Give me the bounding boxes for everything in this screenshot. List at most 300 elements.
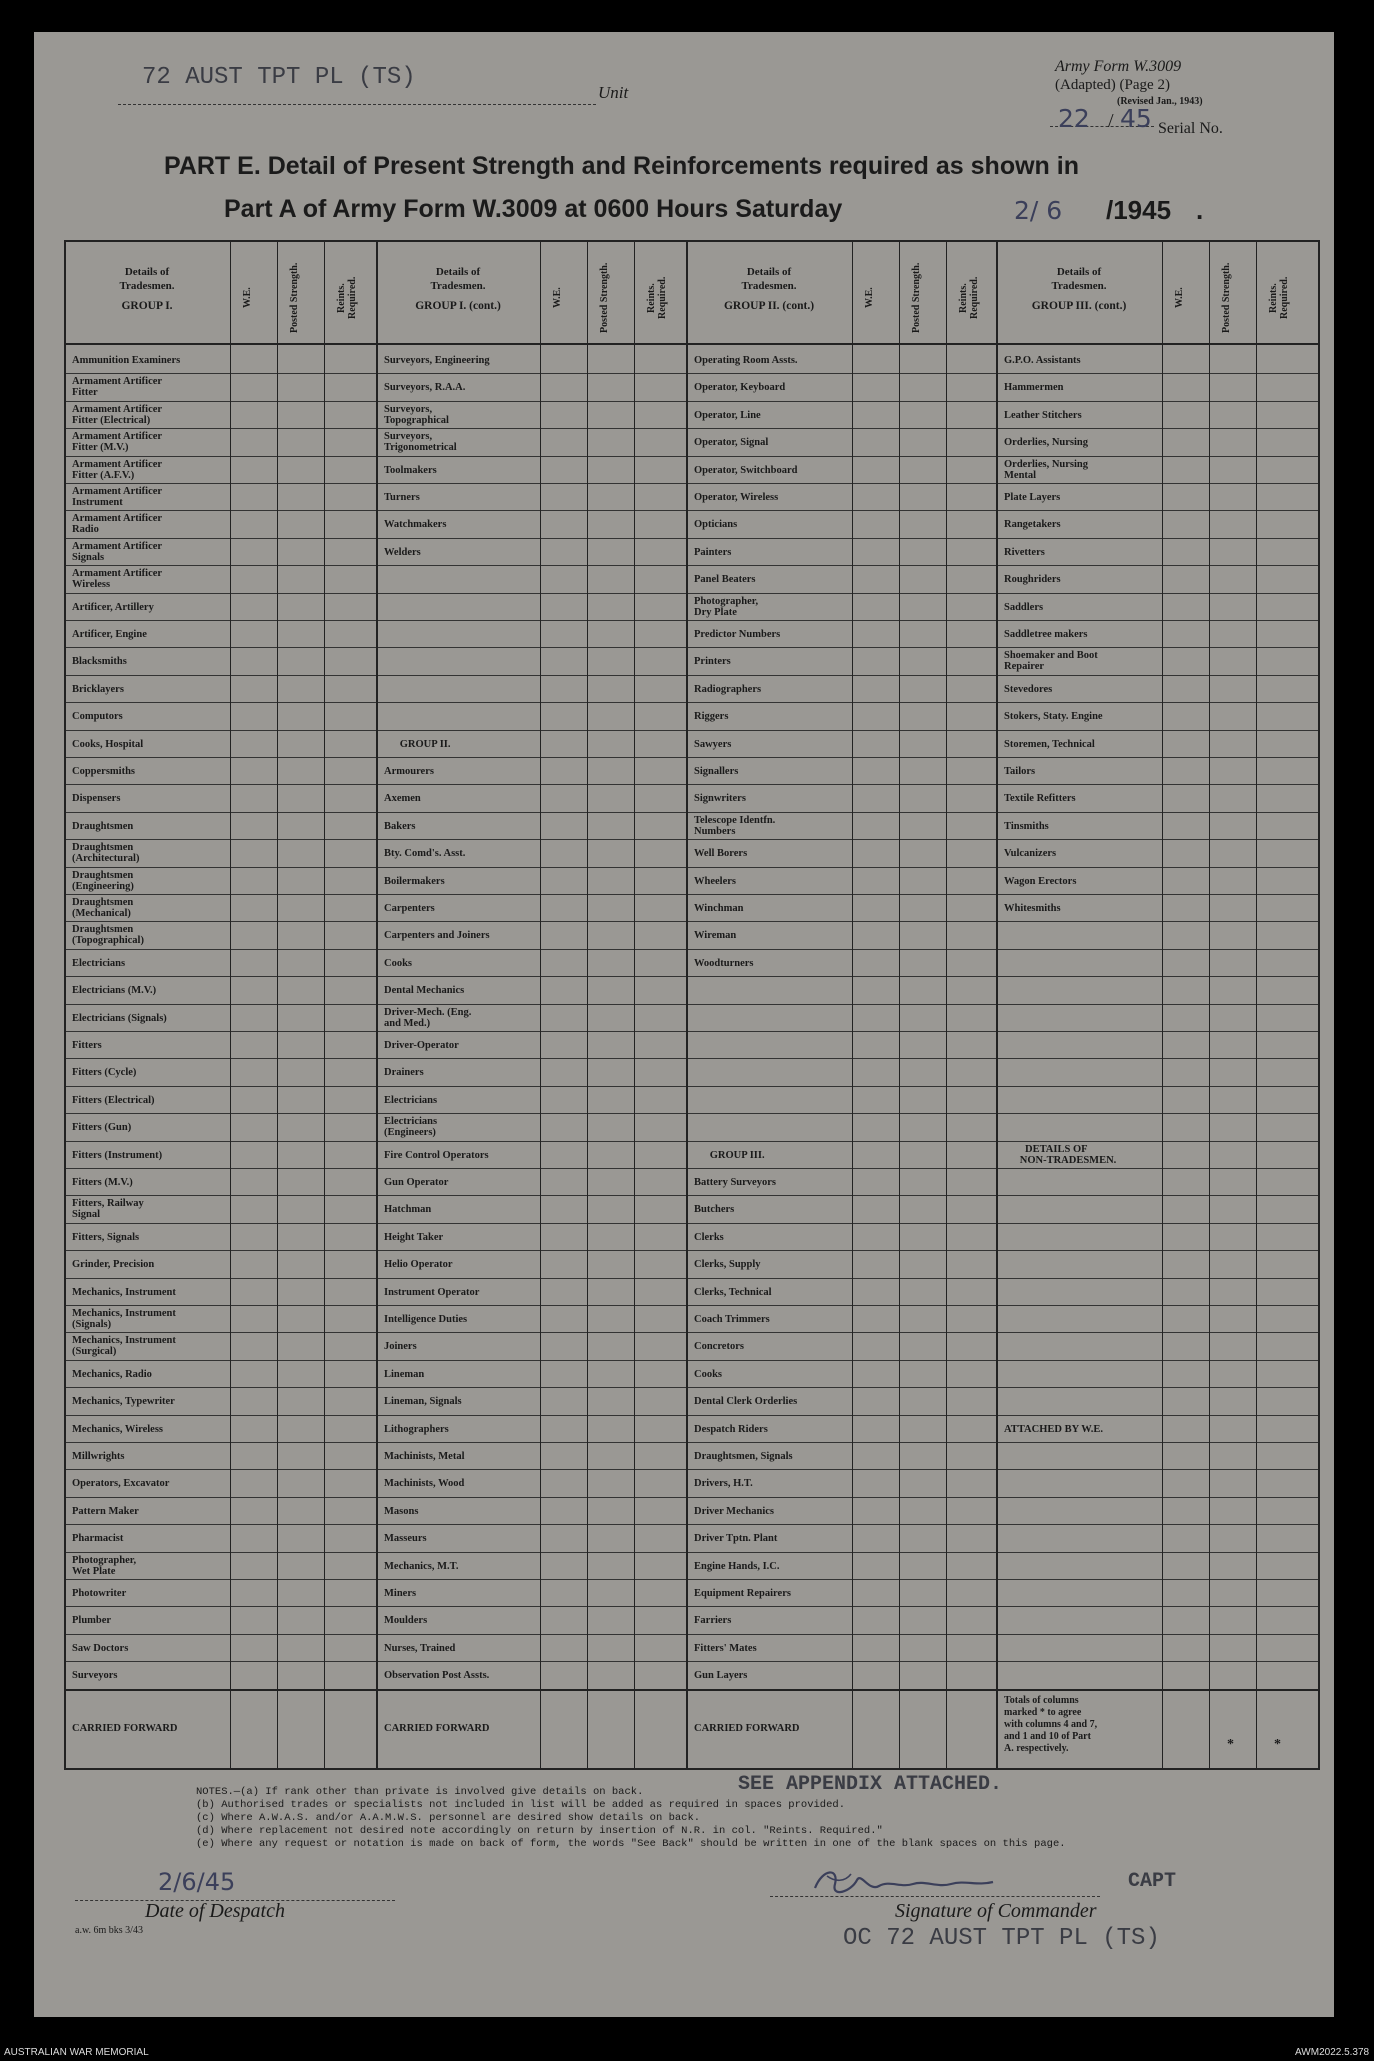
form-entry-cell[interactable] bbox=[853, 484, 898, 509]
form-entry-cell[interactable] bbox=[278, 1306, 323, 1331]
form-entry-cell[interactable] bbox=[853, 731, 898, 756]
form-entry-cell[interactable] bbox=[231, 539, 276, 564]
form-entry-cell[interactable] bbox=[853, 1087, 898, 1112]
form-entry-cell[interactable] bbox=[1163, 347, 1208, 372]
form-entry-cell[interactable] bbox=[541, 1416, 586, 1441]
form-entry-cell[interactable] bbox=[278, 402, 323, 427]
form-entry-cell[interactable] bbox=[325, 1635, 370, 1660]
form-entry-cell[interactable] bbox=[900, 1635, 945, 1660]
form-entry-cell[interactable] bbox=[588, 648, 633, 673]
form-entry-cell[interactable] bbox=[853, 1525, 898, 1550]
form-entry-cell[interactable] bbox=[1257, 977, 1302, 1002]
form-entry-cell[interactable] bbox=[588, 347, 633, 372]
form-entry-cell[interactable] bbox=[853, 703, 898, 728]
form-entry-cell[interactable] bbox=[1257, 374, 1302, 399]
form-entry-cell[interactable] bbox=[635, 1251, 680, 1276]
form-entry-cell[interactable] bbox=[325, 1361, 370, 1386]
form-entry-cell[interactable] bbox=[1257, 1470, 1302, 1495]
form-entry-cell[interactable] bbox=[947, 1059, 992, 1084]
form-entry-cell[interactable] bbox=[1210, 457, 1255, 482]
form-entry-cell[interactable] bbox=[1210, 1662, 1255, 1687]
form-entry-cell[interactable] bbox=[325, 950, 370, 975]
form-entry-cell[interactable] bbox=[231, 374, 276, 399]
form-entry-cell[interactable] bbox=[1163, 731, 1208, 756]
form-entry-cell[interactable] bbox=[1163, 1306, 1208, 1331]
form-entry-cell[interactable] bbox=[325, 594, 370, 619]
form-entry-cell[interactable] bbox=[635, 1361, 680, 1386]
form-entry-cell[interactable] bbox=[1210, 977, 1255, 1002]
form-entry-cell[interactable] bbox=[900, 1306, 945, 1331]
form-entry-cell[interactable] bbox=[231, 511, 276, 536]
form-entry-cell[interactable] bbox=[900, 1361, 945, 1386]
form-entry-cell[interactable] bbox=[853, 1005, 898, 1030]
form-entry-cell[interactable] bbox=[947, 1580, 992, 1605]
form-entry-cell[interactable] bbox=[1257, 950, 1302, 975]
form-entry-cell[interactable] bbox=[231, 977, 276, 1002]
form-entry-cell[interactable] bbox=[588, 1580, 633, 1605]
form-entry-cell[interactable] bbox=[588, 484, 633, 509]
form-entry-cell[interactable] bbox=[853, 1251, 898, 1276]
form-entry-cell[interactable] bbox=[231, 1087, 276, 1112]
form-entry-cell[interactable] bbox=[588, 457, 633, 482]
form-entry-cell[interactable] bbox=[1210, 511, 1255, 536]
form-entry-cell[interactable] bbox=[325, 676, 370, 701]
form-entry-cell[interactable] bbox=[635, 950, 680, 975]
form-entry-cell[interactable] bbox=[947, 1142, 992, 1167]
form-entry-cell[interactable] bbox=[1210, 1059, 1255, 1084]
form-entry-cell[interactable] bbox=[1257, 1361, 1302, 1386]
form-entry-cell[interactable] bbox=[635, 1470, 680, 1495]
form-entry-cell[interactable] bbox=[1210, 539, 1255, 564]
form-entry-cell[interactable] bbox=[947, 1306, 992, 1331]
form-entry-cell[interactable] bbox=[278, 1224, 323, 1249]
form-entry-cell[interactable] bbox=[900, 1279, 945, 1304]
form-entry-cell[interactable] bbox=[588, 1333, 633, 1358]
form-entry-cell[interactable] bbox=[1210, 1196, 1255, 1221]
form-entry-cell[interactable] bbox=[541, 374, 586, 399]
form-entry-cell[interactable] bbox=[541, 648, 586, 673]
form-entry-cell[interactable] bbox=[1210, 922, 1255, 947]
form-entry-cell[interactable] bbox=[231, 402, 276, 427]
form-entry-cell[interactable] bbox=[1210, 1251, 1255, 1276]
form-entry-cell[interactable] bbox=[325, 1553, 370, 1578]
form-entry-cell[interactable] bbox=[947, 676, 992, 701]
form-entry-cell[interactable] bbox=[1163, 484, 1208, 509]
form-entry-cell[interactable] bbox=[278, 1553, 323, 1578]
form-entry-cell[interactable] bbox=[1257, 539, 1302, 564]
form-entry-cell[interactable] bbox=[588, 868, 633, 893]
form-entry-cell[interactable] bbox=[635, 511, 680, 536]
form-entry-cell[interactable] bbox=[588, 594, 633, 619]
form-entry-cell[interactable] bbox=[900, 840, 945, 865]
form-entry-cell[interactable] bbox=[231, 758, 276, 783]
form-entry-cell[interactable] bbox=[635, 1635, 680, 1660]
form-entry-cell[interactable] bbox=[1257, 922, 1302, 947]
form-entry-cell[interactable] bbox=[541, 484, 586, 509]
form-entry-cell[interactable] bbox=[1257, 1416, 1302, 1441]
form-entry-cell[interactable] bbox=[325, 1525, 370, 1550]
form-entry-cell[interactable] bbox=[541, 950, 586, 975]
form-entry-cell[interactable] bbox=[853, 1580, 898, 1605]
form-entry-cell[interactable] bbox=[1210, 868, 1255, 893]
form-entry-cell[interactable] bbox=[278, 1443, 323, 1468]
form-entry-cell[interactable] bbox=[325, 484, 370, 509]
form-entry-cell[interactable] bbox=[635, 813, 680, 838]
form-entry-cell[interactable] bbox=[635, 621, 680, 646]
form-entry-cell[interactable] bbox=[853, 539, 898, 564]
form-entry-cell[interactable] bbox=[588, 1498, 633, 1523]
form-entry-cell[interactable] bbox=[231, 703, 276, 728]
form-entry-cell[interactable] bbox=[231, 1607, 276, 1632]
form-entry-cell[interactable] bbox=[231, 1553, 276, 1578]
form-entry-cell[interactable] bbox=[1163, 1114, 1208, 1139]
form-entry-cell[interactable] bbox=[1257, 676, 1302, 701]
form-entry-cell[interactable] bbox=[853, 1333, 898, 1358]
form-entry-cell[interactable] bbox=[325, 1306, 370, 1331]
form-entry-cell[interactable] bbox=[588, 1443, 633, 1468]
form-entry-cell[interactable] bbox=[853, 1662, 898, 1687]
form-entry-cell[interactable] bbox=[231, 1662, 276, 1687]
form-entry-cell[interactable] bbox=[1210, 594, 1255, 619]
form-entry-cell[interactable] bbox=[278, 1361, 323, 1386]
form-entry-cell[interactable] bbox=[1210, 1142, 1255, 1167]
form-entry-cell[interactable] bbox=[231, 1361, 276, 1386]
form-entry-cell[interactable] bbox=[900, 429, 945, 454]
form-entry-cell[interactable] bbox=[231, 950, 276, 975]
form-entry-cell[interactable] bbox=[1257, 1114, 1302, 1139]
form-entry-cell[interactable] bbox=[1210, 1443, 1255, 1468]
form-entry-cell[interactable] bbox=[635, 895, 680, 920]
form-entry-cell[interactable] bbox=[635, 1059, 680, 1084]
form-entry-cell[interactable] bbox=[853, 785, 898, 810]
form-entry-cell[interactable] bbox=[541, 1005, 586, 1030]
form-entry-cell[interactable] bbox=[231, 1142, 276, 1167]
form-entry-cell[interactable] bbox=[900, 1032, 945, 1057]
form-entry-cell[interactable] bbox=[278, 539, 323, 564]
form-entry-cell[interactable] bbox=[853, 1306, 898, 1331]
form-entry-cell[interactable] bbox=[900, 1251, 945, 1276]
form-entry-cell[interactable] bbox=[635, 1196, 680, 1221]
form-entry-cell[interactable] bbox=[1163, 1662, 1208, 1687]
form-entry-cell[interactable] bbox=[541, 1169, 586, 1194]
form-entry-cell[interactable] bbox=[325, 402, 370, 427]
form-entry-cell[interactable] bbox=[635, 1553, 680, 1578]
form-entry-cell[interactable] bbox=[588, 1607, 633, 1632]
form-entry-cell[interactable] bbox=[325, 1032, 370, 1057]
form-entry-cell[interactable] bbox=[853, 1224, 898, 1249]
form-entry-cell[interactable] bbox=[541, 1662, 586, 1687]
form-entry-cell[interactable] bbox=[541, 785, 586, 810]
form-entry-cell[interactable] bbox=[947, 785, 992, 810]
form-entry-cell[interactable] bbox=[947, 429, 992, 454]
form-entry-cell[interactable] bbox=[900, 895, 945, 920]
form-entry-cell[interactable] bbox=[900, 648, 945, 673]
form-entry-cell[interactable] bbox=[231, 1443, 276, 1468]
form-entry-cell[interactable] bbox=[541, 347, 586, 372]
form-entry-cell[interactable] bbox=[325, 374, 370, 399]
form-entry-cell[interactable] bbox=[900, 868, 945, 893]
form-entry-cell[interactable] bbox=[541, 813, 586, 838]
form-entry-cell[interactable] bbox=[1163, 758, 1208, 783]
form-entry-cell[interactable] bbox=[947, 1224, 992, 1249]
form-entry-cell[interactable] bbox=[278, 1279, 323, 1304]
form-entry-cell[interactable] bbox=[1210, 758, 1255, 783]
form-entry-cell[interactable] bbox=[900, 1662, 945, 1687]
form-entry-cell[interactable] bbox=[1210, 1224, 1255, 1249]
form-entry-cell[interactable] bbox=[853, 1443, 898, 1468]
form-entry-cell[interactable] bbox=[1257, 1333, 1302, 1358]
form-entry-cell[interactable] bbox=[541, 895, 586, 920]
form-entry-cell[interactable] bbox=[588, 813, 633, 838]
form-entry-cell[interactable] bbox=[635, 1224, 680, 1249]
form-entry-cell[interactable] bbox=[325, 1251, 370, 1276]
form-entry-cell[interactable] bbox=[541, 1525, 586, 1550]
form-entry-cell[interactable] bbox=[853, 1142, 898, 1167]
form-entry-cell[interactable] bbox=[947, 813, 992, 838]
form-entry-cell[interactable] bbox=[1257, 1388, 1302, 1413]
form-entry-cell[interactable] bbox=[947, 895, 992, 920]
form-entry-cell[interactable] bbox=[635, 484, 680, 509]
form-entry-cell[interactable] bbox=[325, 1114, 370, 1139]
form-entry-cell[interactable] bbox=[278, 374, 323, 399]
form-entry-cell[interactable] bbox=[278, 895, 323, 920]
form-entry-cell[interactable] bbox=[1257, 484, 1302, 509]
form-entry-cell[interactable] bbox=[947, 457, 992, 482]
form-entry-cell[interactable] bbox=[1210, 731, 1255, 756]
form-entry-cell[interactable] bbox=[541, 429, 586, 454]
form-entry-cell[interactable] bbox=[231, 1005, 276, 1030]
form-entry-cell[interactable] bbox=[900, 922, 945, 947]
form-entry-cell[interactable] bbox=[1257, 1607, 1302, 1632]
form-entry-cell[interactable] bbox=[947, 1553, 992, 1578]
form-entry-cell[interactable] bbox=[900, 1525, 945, 1550]
form-entry-cell[interactable] bbox=[900, 1443, 945, 1468]
form-entry-cell[interactable] bbox=[231, 1580, 276, 1605]
form-entry-cell[interactable] bbox=[325, 1443, 370, 1468]
form-entry-cell[interactable] bbox=[853, 1059, 898, 1084]
form-entry-cell[interactable] bbox=[1210, 1388, 1255, 1413]
form-entry-cell[interactable] bbox=[1257, 1443, 1302, 1468]
form-entry-cell[interactable] bbox=[1257, 648, 1302, 673]
form-entry-cell[interactable] bbox=[325, 1388, 370, 1413]
form-entry-cell[interactable] bbox=[900, 1224, 945, 1249]
form-entry-cell[interactable] bbox=[231, 813, 276, 838]
form-entry-cell[interactable] bbox=[1210, 895, 1255, 920]
form-entry-cell[interactable] bbox=[1163, 621, 1208, 646]
form-entry-cell[interactable] bbox=[947, 1498, 992, 1523]
form-entry-cell[interactable] bbox=[1210, 566, 1255, 591]
form-entry-cell[interactable] bbox=[1163, 1607, 1208, 1632]
form-entry-cell[interactable] bbox=[1210, 1580, 1255, 1605]
form-entry-cell[interactable] bbox=[541, 539, 586, 564]
form-entry-cell[interactable] bbox=[853, 1416, 898, 1441]
form-entry-cell[interactable] bbox=[1257, 511, 1302, 536]
form-entry-cell[interactable] bbox=[325, 868, 370, 893]
form-entry-cell[interactable] bbox=[541, 868, 586, 893]
form-entry-cell[interactable] bbox=[635, 1306, 680, 1331]
form-entry-cell[interactable] bbox=[900, 457, 945, 482]
form-entry-cell[interactable] bbox=[588, 1251, 633, 1276]
form-entry-cell[interactable] bbox=[1210, 1087, 1255, 1112]
form-entry-cell[interactable] bbox=[588, 1142, 633, 1167]
form-entry-cell[interactable] bbox=[278, 1142, 323, 1167]
form-entry-cell[interactable] bbox=[635, 1525, 680, 1550]
form-entry-cell[interactable] bbox=[541, 1032, 586, 1057]
form-entry-cell[interactable] bbox=[947, 1114, 992, 1139]
form-entry-cell[interactable] bbox=[1210, 429, 1255, 454]
form-entry-cell[interactable] bbox=[278, 703, 323, 728]
form-entry-cell[interactable] bbox=[231, 566, 276, 591]
form-entry-cell[interactable] bbox=[947, 484, 992, 509]
form-entry-cell[interactable] bbox=[635, 1498, 680, 1523]
form-entry-cell[interactable] bbox=[900, 703, 945, 728]
form-entry-cell[interactable] bbox=[900, 1169, 945, 1194]
form-entry-cell[interactable] bbox=[325, 1498, 370, 1523]
form-entry-cell[interactable] bbox=[325, 648, 370, 673]
form-entry-cell[interactable] bbox=[588, 1635, 633, 1660]
form-entry-cell[interactable] bbox=[635, 539, 680, 564]
form-entry-cell[interactable] bbox=[231, 429, 276, 454]
form-entry-cell[interactable] bbox=[278, 813, 323, 838]
form-entry-cell[interactable] bbox=[947, 1032, 992, 1057]
form-entry-cell[interactable] bbox=[541, 1361, 586, 1386]
form-entry-cell[interactable] bbox=[853, 1553, 898, 1578]
form-entry-cell[interactable] bbox=[325, 1059, 370, 1084]
form-entry-cell[interactable] bbox=[231, 1525, 276, 1550]
form-entry-cell[interactable] bbox=[900, 758, 945, 783]
form-entry-cell[interactable] bbox=[853, 594, 898, 619]
form-entry-cell[interactable] bbox=[947, 840, 992, 865]
form-entry-cell[interactable] bbox=[278, 676, 323, 701]
form-entry-cell[interactable] bbox=[1210, 648, 1255, 673]
form-entry-cell[interactable] bbox=[947, 402, 992, 427]
form-entry-cell[interactable] bbox=[853, 950, 898, 975]
form-entry-cell[interactable] bbox=[1257, 813, 1302, 838]
form-entry-cell[interactable] bbox=[1257, 1224, 1302, 1249]
form-entry-cell[interactable] bbox=[541, 840, 586, 865]
form-entry-cell[interactable] bbox=[278, 950, 323, 975]
form-entry-cell[interactable] bbox=[900, 1553, 945, 1578]
form-entry-cell[interactable] bbox=[1257, 1662, 1302, 1687]
form-entry-cell[interactable] bbox=[853, 895, 898, 920]
form-entry-cell[interactable] bbox=[1257, 1251, 1302, 1276]
form-entry-cell[interactable] bbox=[1257, 1005, 1302, 1030]
form-entry-cell[interactable] bbox=[635, 785, 680, 810]
form-entry-cell[interactable] bbox=[947, 566, 992, 591]
form-entry-cell[interactable] bbox=[1210, 1635, 1255, 1660]
form-entry-cell[interactable] bbox=[947, 758, 992, 783]
form-entry-cell[interactable] bbox=[231, 922, 276, 947]
form-entry-cell[interactable] bbox=[947, 977, 992, 1002]
form-entry-cell[interactable] bbox=[635, 429, 680, 454]
form-entry-cell[interactable] bbox=[1257, 1087, 1302, 1112]
form-entry-cell[interactable] bbox=[1163, 566, 1208, 591]
form-entry-cell[interactable] bbox=[325, 1470, 370, 1495]
form-entry-cell[interactable] bbox=[278, 566, 323, 591]
form-entry-cell[interactable] bbox=[900, 1059, 945, 1084]
form-entry-cell[interactable] bbox=[1210, 402, 1255, 427]
form-entry-cell[interactable] bbox=[278, 1169, 323, 1194]
form-entry-cell[interactable] bbox=[1257, 1553, 1302, 1578]
form-entry-cell[interactable] bbox=[231, 347, 276, 372]
form-entry-cell[interactable] bbox=[900, 539, 945, 564]
form-entry-cell[interactable] bbox=[588, 703, 633, 728]
form-entry-cell[interactable] bbox=[278, 621, 323, 646]
form-entry-cell[interactable] bbox=[1163, 1251, 1208, 1276]
form-entry-cell[interactable] bbox=[947, 1416, 992, 1441]
form-entry-cell[interactable] bbox=[231, 1114, 276, 1139]
form-entry-cell[interactable] bbox=[278, 1333, 323, 1358]
form-entry-cell[interactable] bbox=[900, 731, 945, 756]
form-entry-cell[interactable] bbox=[635, 566, 680, 591]
form-entry-cell[interactable] bbox=[1210, 1306, 1255, 1331]
form-entry-cell[interactable] bbox=[853, 429, 898, 454]
form-entry-cell[interactable] bbox=[635, 1169, 680, 1194]
form-entry-cell[interactable] bbox=[1163, 1005, 1208, 1030]
form-entry-cell[interactable] bbox=[1257, 566, 1302, 591]
form-entry-cell[interactable] bbox=[231, 895, 276, 920]
form-entry-cell[interactable] bbox=[325, 457, 370, 482]
form-entry-cell[interactable] bbox=[900, 347, 945, 372]
form-entry-cell[interactable] bbox=[278, 1032, 323, 1057]
form-entry-cell[interactable] bbox=[231, 676, 276, 701]
form-entry-cell[interactable] bbox=[900, 1333, 945, 1358]
form-entry-cell[interactable] bbox=[278, 1388, 323, 1413]
form-entry-cell[interactable] bbox=[1210, 1032, 1255, 1057]
form-entry-cell[interactable] bbox=[947, 1607, 992, 1632]
form-entry-cell[interactable] bbox=[1163, 429, 1208, 454]
form-entry-cell[interactable] bbox=[900, 1087, 945, 1112]
form-entry-cell[interactable] bbox=[278, 429, 323, 454]
form-entry-cell[interactable] bbox=[588, 1196, 633, 1221]
form-entry-cell[interactable] bbox=[853, 1196, 898, 1221]
form-entry-cell[interactable] bbox=[325, 347, 370, 372]
form-entry-cell[interactable] bbox=[278, 785, 323, 810]
form-entry-cell[interactable] bbox=[278, 731, 323, 756]
form-entry-cell[interactable] bbox=[900, 1005, 945, 1030]
form-entry-cell[interactable] bbox=[635, 374, 680, 399]
form-entry-cell[interactable] bbox=[325, 1279, 370, 1304]
form-entry-cell[interactable] bbox=[278, 1635, 323, 1660]
form-entry-cell[interactable] bbox=[325, 429, 370, 454]
form-entry-cell[interactable] bbox=[853, 813, 898, 838]
form-entry-cell[interactable] bbox=[947, 950, 992, 975]
form-entry-cell[interactable] bbox=[1210, 1114, 1255, 1139]
form-entry-cell[interactable] bbox=[1257, 1580, 1302, 1605]
form-entry-cell[interactable] bbox=[1257, 868, 1302, 893]
form-entry-cell[interactable] bbox=[588, 1087, 633, 1112]
form-entry-cell[interactable] bbox=[325, 1005, 370, 1030]
form-entry-cell[interactable] bbox=[278, 347, 323, 372]
form-entry-cell[interactable] bbox=[278, 457, 323, 482]
form-entry-cell[interactable] bbox=[853, 648, 898, 673]
form-entry-cell[interactable] bbox=[231, 1032, 276, 1057]
form-entry-cell[interactable] bbox=[900, 813, 945, 838]
form-entry-cell[interactable] bbox=[588, 1279, 633, 1304]
form-entry-cell[interactable] bbox=[900, 1142, 945, 1167]
form-entry-cell[interactable] bbox=[541, 457, 586, 482]
form-entry-cell[interactable] bbox=[231, 1224, 276, 1249]
form-entry-cell[interactable] bbox=[325, 758, 370, 783]
form-entry-cell[interactable] bbox=[853, 840, 898, 865]
form-entry-cell[interactable] bbox=[1257, 785, 1302, 810]
form-entry-cell[interactable] bbox=[853, 1032, 898, 1057]
form-entry-cell[interactable] bbox=[588, 566, 633, 591]
form-entry-cell[interactable] bbox=[947, 1662, 992, 1687]
form-entry-cell[interactable] bbox=[325, 813, 370, 838]
form-entry-cell[interactable] bbox=[947, 1251, 992, 1276]
form-entry-cell[interactable] bbox=[325, 1416, 370, 1441]
